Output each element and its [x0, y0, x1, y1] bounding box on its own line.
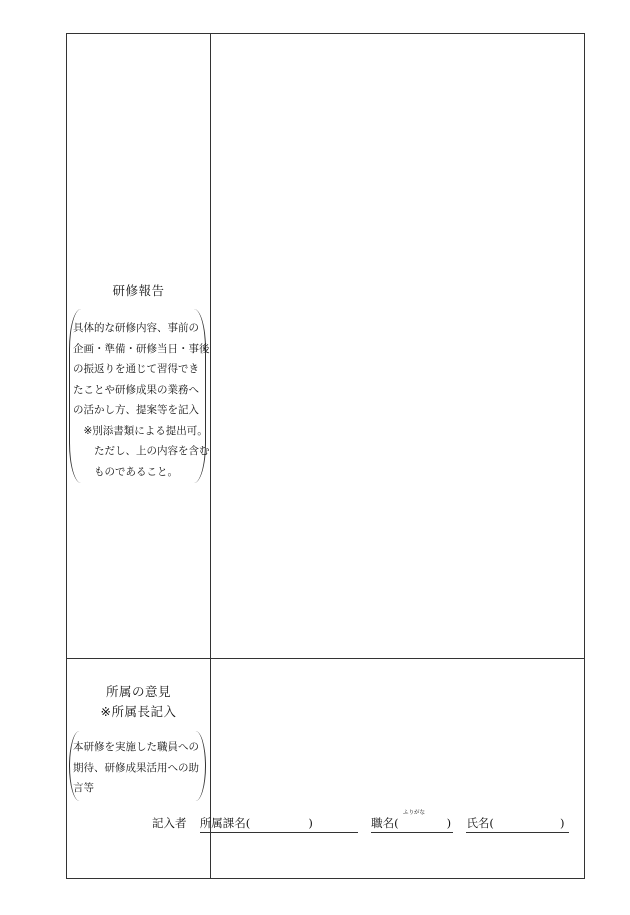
position-label: 職名(: [371, 816, 399, 830]
note-line: の活かし方、提案等を記入: [73, 404, 199, 416]
section1-title: 研修報告: [112, 283, 165, 298]
note-line: 期待、研修成果活用への助: [73, 761, 199, 774]
note-line: ただし、上の内容を含む: [73, 445, 210, 457]
name-field[interactable]: 氏名( ): [466, 815, 569, 833]
writer-label: 記入者: [152, 816, 187, 830]
note-line: ※別添書類による提出可。: [73, 424, 208, 437]
report-content-area[interactable]: [211, 34, 585, 658]
department-field[interactable]: 所属課名( ): [200, 815, 358, 833]
section2-title: 所属の意見: [105, 684, 171, 699]
section2-note: [73, 737, 204, 799]
section1-note: [73, 318, 210, 482]
note-line: たことや研修成果の業務へ: [73, 383, 199, 396]
opinion-content-area[interactable]: [211, 659, 585, 834]
note-line: の振返りを通じて習得でき: [73, 363, 199, 375]
report-form: [66, 33, 585, 879]
department-label: 所属課名(: [199, 816, 251, 830]
note-line: ものであること。: [73, 465, 178, 478]
note-line: 本研修を実施した職員への: [73, 741, 199, 753]
name-label: 氏名(: [466, 816, 494, 830]
note-line: 言等: [73, 782, 94, 794]
furigana-label: ふりがな: [403, 810, 426, 816]
note-line: 具体的な研修内容、事前の: [73, 322, 199, 334]
signature-line: [152, 815, 565, 833]
section2-subtitle: ※所属長記入: [100, 704, 177, 719]
position-field[interactable]: 職名( ): [371, 815, 453, 833]
note-line: 企画・準備・研修当日・事後: [73, 342, 210, 355]
